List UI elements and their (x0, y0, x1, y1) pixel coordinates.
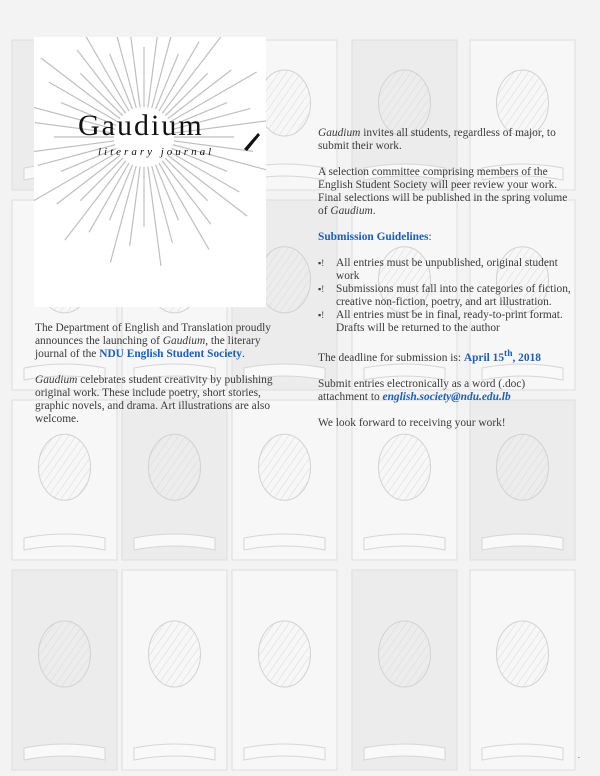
committee-paragraph: A selection committee comprising members of the English Student Society will peer review your work. Final selections will be published in the spring volume of Gaudium. (318, 166, 568, 217)
list-item: ▪! Submissions must fall into the categories of fiction, creative non-fiction, poetry, and art illustration. (318, 283, 571, 308)
logo-title: Gaudium (78, 109, 204, 142)
ray-line (130, 167, 140, 246)
list-item: ▪! All entries must be in final, ready-to-print format. Drafts will be returned to the author (318, 309, 563, 334)
ray-line (165, 158, 207, 200)
portrait-face (149, 621, 201, 687)
ray-line (89, 163, 129, 232)
society-name: NDU English Student Society (99, 348, 242, 360)
ray-line (79, 37, 129, 111)
bullet-icon: ▪! (318, 284, 325, 294)
closing-paragraph: We look forward to receiving your work! (318, 416, 506, 429)
ray-line (116, 37, 137, 108)
deadline-date: April 15th, 2018 (463, 349, 541, 364)
ray-line (159, 163, 209, 250)
deadline-paragraph: The deadline for submission is: April 15th, 2018 (318, 349, 541, 364)
ray-line (168, 155, 247, 216)
portrait-face (497, 621, 549, 687)
ray-line (34, 152, 118, 202)
invite-paragraph: Gaudium invites all students, regardless of major, to submit their work. (318, 127, 556, 152)
ray-line (152, 166, 173, 243)
portrait-face (379, 621, 431, 687)
portrait-face (259, 434, 311, 500)
ray-line (80, 158, 122, 200)
details-column (318, 127, 572, 443)
guidelines-list (318, 257, 572, 335)
list-item: ▪! All entries must be unpublished, original student work (318, 257, 558, 282)
quill-icon (244, 133, 260, 151)
portrait-face (259, 621, 311, 687)
logo-panel (34, 37, 266, 307)
portrait-face (149, 434, 201, 500)
portrait-face (379, 434, 431, 500)
submit-paragraph: Submit entries electronically as a word (.doc) attachment to english.society@ndu.edu.lb (318, 377, 526, 403)
description-paragraph: Gaudium celebrates student creativity by publishing original work. These include poetry, short stories, graphic novels, and drama. Art illustrations are also welcome. (35, 374, 273, 425)
footer-mark: . (577, 750, 580, 760)
ray-line (170, 152, 239, 192)
portrait-face (39, 434, 91, 500)
ray-line (65, 161, 126, 240)
announcement-paragraph: The Department of English and Translation proudly announces the launching of Gaudium, the literary journal of the NDU English Student Society. (35, 322, 272, 360)
portrait-face (259, 247, 311, 313)
guidelines-heading: Submission Guidelines: (318, 231, 432, 243)
portrait-face (497, 434, 549, 500)
bullet-icon: ▪! (318, 258, 325, 268)
ray-line (110, 166, 136, 263)
ray-line (159, 42, 199, 111)
gaudium-logo (34, 37, 266, 307)
intro-column (35, 322, 283, 439)
ray-line (148, 37, 158, 107)
portrait-face (259, 70, 311, 136)
email-link[interactable]: english.society@ndu.edu.lb (382, 390, 511, 403)
logo-subtitle: literary journal (98, 146, 215, 158)
bullet-icon: ▪! (318, 310, 325, 320)
portrait-face (39, 621, 91, 687)
ray-line (162, 37, 223, 113)
ray-line (148, 167, 161, 266)
